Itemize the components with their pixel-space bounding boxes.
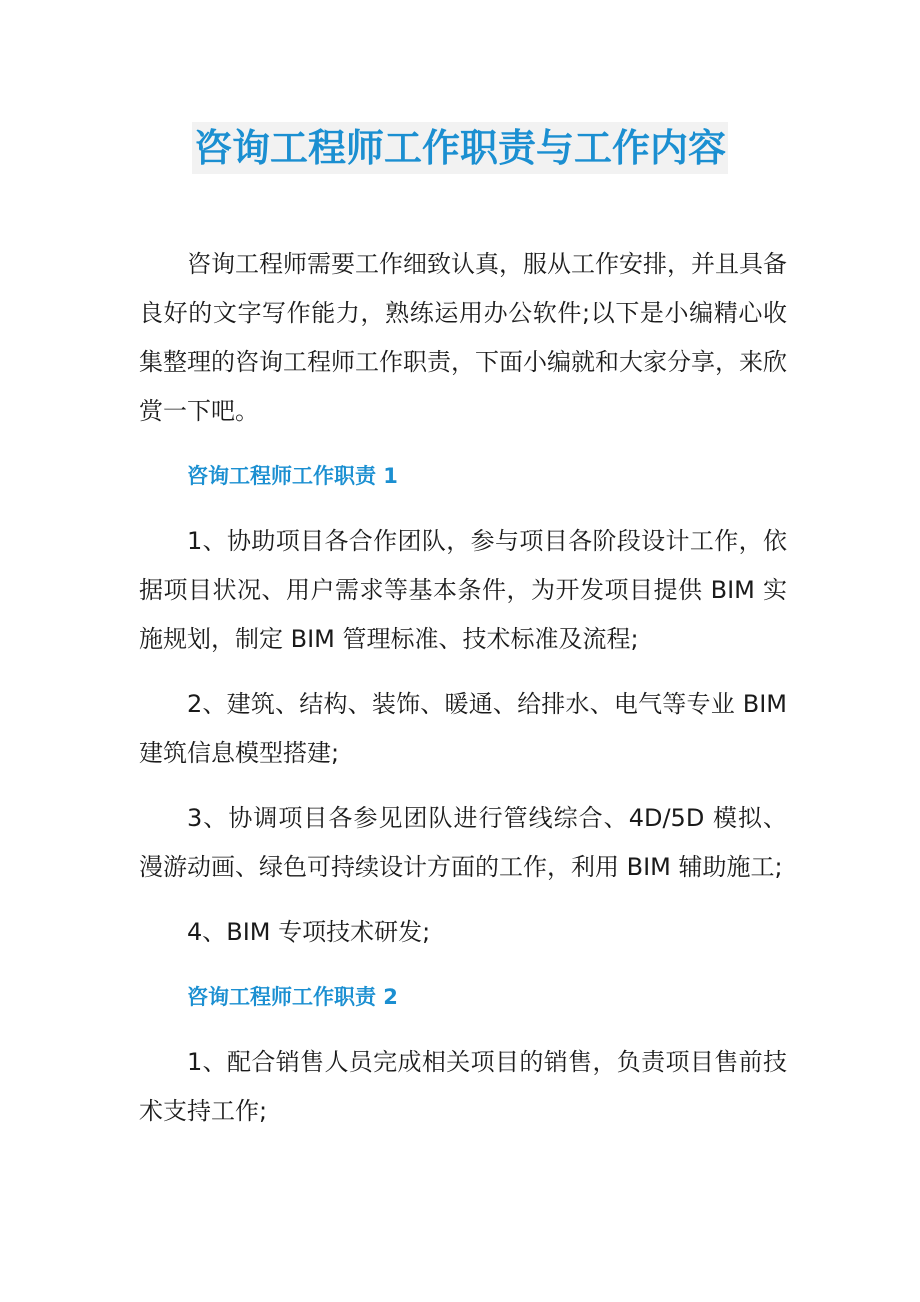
section-heading-1: 咨询工程师工作职责 1 xyxy=(187,464,398,488)
page-title: 咨询工程师工作职责与工作内容 xyxy=(192,122,728,174)
section-heading-2: 咨询工程师工作职责 2 xyxy=(187,985,398,1009)
title-wrap xyxy=(0,122,920,174)
section-1-item-4: 4、BIM 专项技术研发; xyxy=(187,918,431,946)
intro-paragraph: 咨询工程师需要工作细致认真，服从工作安排，并且具备良好的文字写作能力，熟练运用办公软件;以下是小编精心收集整理的咨询工程师工作职责，下面小编就和大家分享，来欣赏一下吧。 xyxy=(139,250,787,425)
section-1-item-2: 2、建筑、结构、装饰、暖通、给排水、电气等专业 BIM 建筑信息模型搭建; xyxy=(139,690,787,767)
section-2-item-1: 1、配合销售人员完成相关项目的销售，负责项目售前技术支持工作; xyxy=(139,1048,787,1125)
section-1-item-3: 3、协调项目各参见团队进行管线综合、4D/5D 模拟、漫游动画、绿色可持续设计方面的工作，利用 BIM 辅助施工; xyxy=(139,804,787,881)
document-body xyxy=(139,240,787,1136)
section-1-item-1: 1、协助项目各合作团队，参与项目各阶段设计工作，依据项目状况、用户需求等基本条件，为开发项目提供 BIM 实施规划，制定 BIM 管理标准、技术标准及流程; xyxy=(139,527,787,653)
